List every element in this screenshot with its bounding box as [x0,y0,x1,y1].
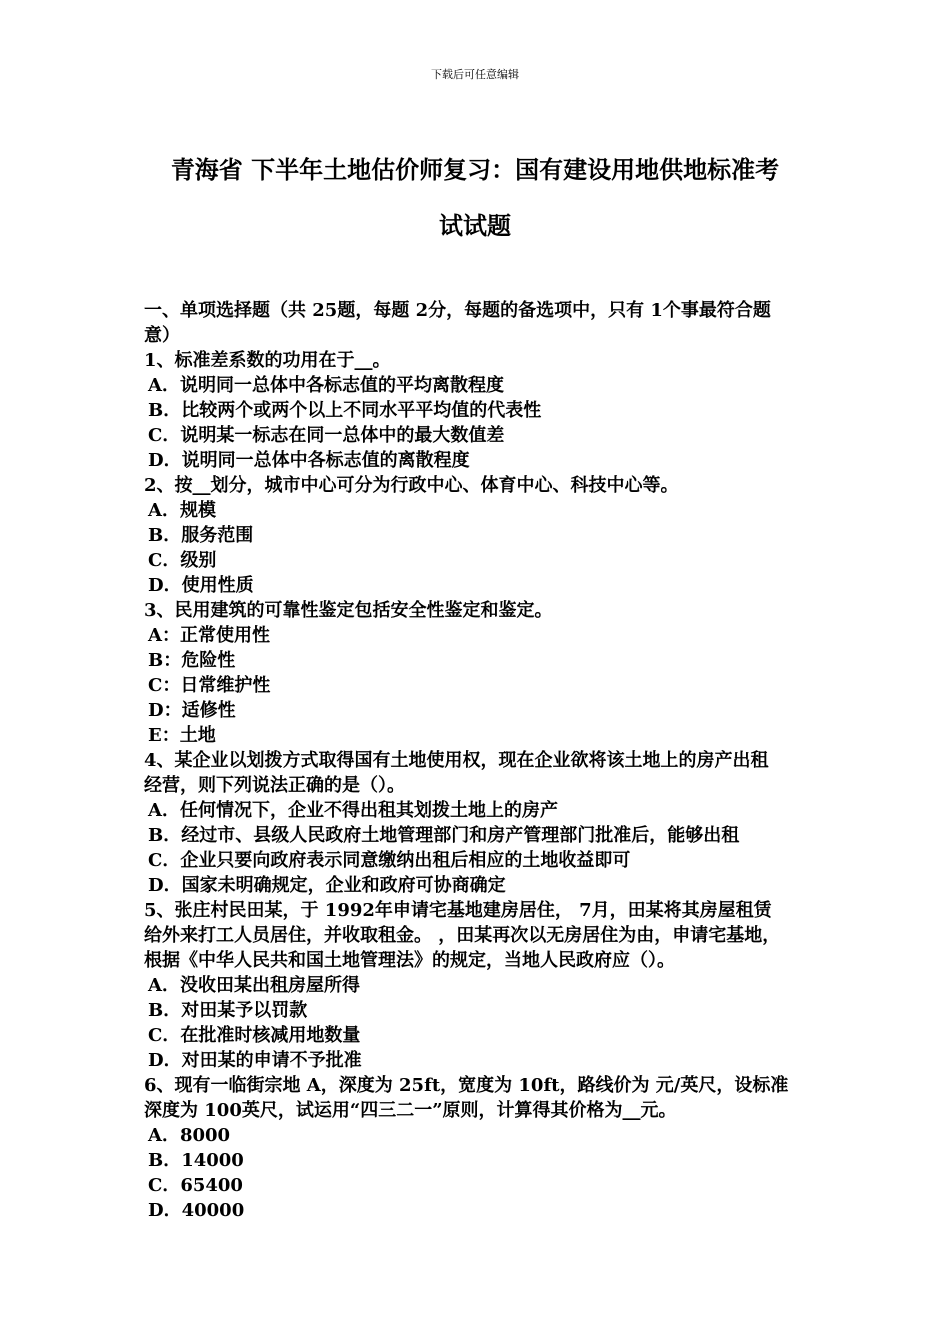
question-stem-cont: 根据《中华人民共和国土地管理法》的规定，当地人民政府应（）。 [144,950,675,971]
option-a: A．说明同一总体中各标志值的平均离散程度 [148,375,504,396]
option-b: B．对田某予以罚款 [148,1000,308,1021]
option-c: C．65400 [148,1175,243,1196]
question-stem-cont: 深度为 100英尺，试运用“四三二一”原则，计算得其价格为__元。 [144,1100,677,1121]
header-note: 下载后可任意编辑 [431,68,519,81]
question-5 [144,898,824,1073]
question-stem-cont: 经营，则下列说法正确的是（）。 [144,775,405,796]
option-a: A．规模 [148,500,216,521]
title-line-1: 青海省 下半年土地估价师复习：国有建设用地供地标准考 [170,155,780,184]
question-2 [144,473,824,598]
question-stem: 3、民用建筑的可靠性鉴定包括安全性鉴定和鉴定。 [144,600,553,621]
option-b: B．服务范围 [148,525,254,546]
question-6 [144,1073,824,1223]
document-title [120,142,830,254]
question-stem: 2、按__划分，城市中心可分为行政中心、体育中心、科技中心等。 [144,475,679,496]
option-b: B．14000 [148,1150,244,1171]
option-b: B．比较两个或两个以上不同水平平均值的代表性 [148,400,542,421]
option-d: D：适修性 [148,700,236,721]
question-stem-cont: 给外来打工人员居住，并收取租金。 ，田某再次以无房居住为由，申请宅基地， [144,925,781,946]
option-e: E：土地 [148,725,216,746]
option-d: D．40000 [148,1200,245,1221]
option-d: D．说明同一总体中各标志值的离散程度 [148,450,470,471]
option-a: A．任何情况下，企业不得出租其划拨土地上的房产 [148,800,558,821]
option-c: C：日常维护性 [148,675,271,696]
option-c: C．在批准时核减用地数量 [148,1025,361,1046]
document-body [144,298,824,1223]
question-stem: 4、某企业以划拨方式取得国有土地使用权，现在企业欲将该土地上的房产出租 [144,750,769,771]
section-heading: 一、单项选择题（共 25题，每题 2分，每题的备选项中，只有 1个事最符合题 [144,300,771,321]
option-a: A．8000 [148,1125,231,1146]
option-c: C．企业只要向政府表示同意缴纳出租后相应的土地收益即可 [148,850,631,871]
question-3 [144,598,824,748]
option-a: A：正常使用性 [148,625,270,646]
section-heading-cont: 意） [144,325,180,346]
title-line-2: 试试题 [439,211,511,240]
question-stem: 1、标准差系数的功用在于__。 [144,350,391,371]
question-1 [144,348,824,473]
question-stem: 6、现有一临街宗地 A，深度为 25ft，宽度为 10ft，路线价为 元/英尺，设标准 [144,1075,789,1096]
option-b: B．经过市、县级人民政府土地管理部门和房产管理部门批准后，能够出租 [148,825,740,846]
question-stem: 5、张庄村民田某，于 1992年申请宅基地建房居住， 7月，田某将其房屋租赁 [144,900,772,921]
option-d: D．对田某的申请不予批准 [148,1050,362,1071]
option-b: B：危险性 [148,650,236,671]
option-d: D．国家未明确规定，企业和政府可协商确定 [148,875,506,896]
option-c: C．说明某一标志在同一总体中的最大数值差 [148,425,505,446]
option-d: D．使用性质 [148,575,254,596]
option-a: A．没收田某出租房屋所得 [148,975,360,996]
question-4 [144,748,824,898]
option-c: C．级别 [148,550,217,571]
